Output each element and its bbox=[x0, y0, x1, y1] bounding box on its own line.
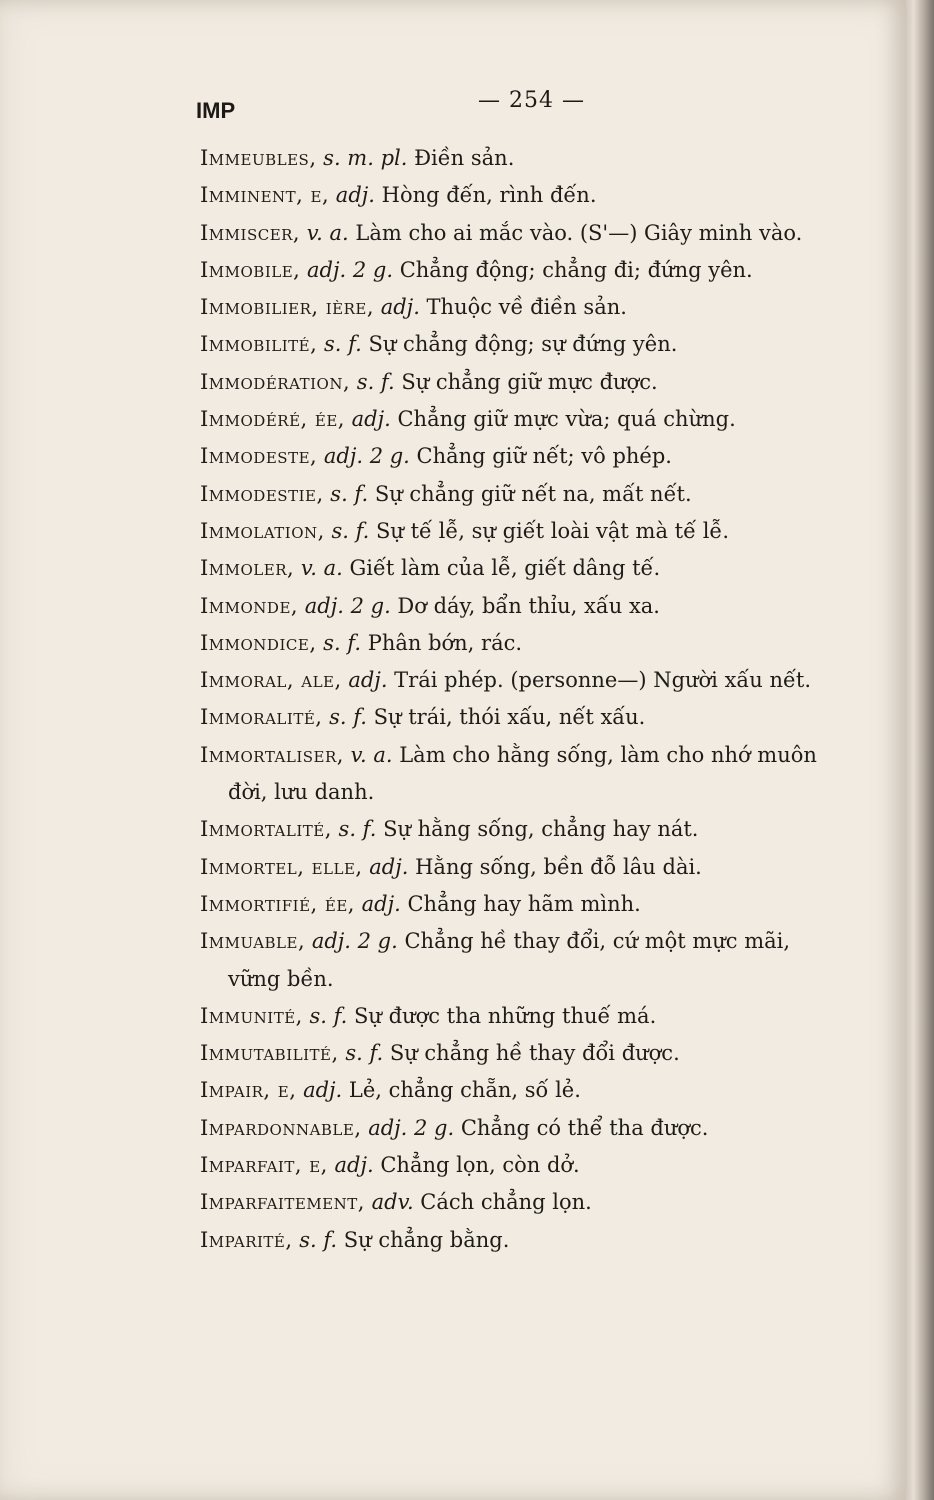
entry-definition: Sự chẳng động; sự đứng yên. bbox=[361, 332, 678, 357]
entry-grammar: adj. bbox=[341, 668, 388, 693]
entry-definition: Trái phép. (personne—) Người xấu nết. bbox=[387, 668, 812, 693]
dictionary-entries bbox=[200, 140, 880, 1259]
dictionary-entry bbox=[200, 252, 880, 289]
entry-headword: Immondice, bbox=[200, 630, 317, 655]
entry-definition: Phân bớn, rác. bbox=[361, 630, 523, 655]
entry-grammar: s. f. bbox=[292, 1227, 338, 1252]
entry-definition: Sự tế lễ, sự giết loài vật mà tế lễ. bbox=[369, 518, 730, 543]
entry-grammar: s. m. pl. bbox=[316, 146, 408, 170]
entry-definition: Hòng đến, rình đến. bbox=[374, 183, 597, 208]
entry-headword: Immolation, bbox=[200, 518, 325, 543]
entry-headword: Immortifié, ée, bbox=[200, 891, 355, 916]
entry-headword: Immiscer, bbox=[200, 220, 301, 245]
entry-grammar: adv. bbox=[364, 1190, 414, 1215]
entry-definition: Sự hằng sống, chẳng hay nát. bbox=[376, 817, 699, 842]
entry-headword: Immobile, bbox=[200, 257, 301, 282]
entry-grammar: s. f. bbox=[323, 481, 369, 506]
entry-grammar: s. f. bbox=[302, 1003, 348, 1028]
entry-headword: Immuable, bbox=[200, 929, 306, 954]
entry-grammar: adj. bbox=[344, 407, 391, 432]
entry-grammar: v. a. bbox=[300, 220, 349, 245]
entry-definition: Chẳng hề thay đổi, cứ một mực mãi, bbox=[397, 929, 791, 954]
entry-headword: Immutabilité, bbox=[200, 1041, 339, 1066]
dictionary-entry bbox=[200, 215, 880, 252]
entry-grammar: adj. bbox=[354, 891, 401, 916]
entry-definition: Sự được tha những thuế má. bbox=[347, 1003, 657, 1028]
entry-grammar: v. a. bbox=[294, 556, 343, 581]
entry-headword: Immoral, ale, bbox=[200, 668, 342, 693]
entry-definition: Giết làm của lễ, giết dâng tế. bbox=[342, 556, 661, 581]
entry-headword: Immodeste, bbox=[200, 444, 318, 469]
entry-definition: Sự chẳng giữ nết na, mất nết. bbox=[368, 481, 692, 506]
book-edge bbox=[905, 0, 934, 1500]
dictionary-entry bbox=[200, 476, 880, 513]
entry-grammar: s. f. bbox=[316, 630, 362, 655]
dictionary-entry bbox=[200, 1222, 880, 1259]
entry-headword: Immobilier, ière, bbox=[200, 295, 375, 320]
entry-grammar: adj. 2 g. bbox=[361, 1115, 455, 1140]
dictionary-entry bbox=[200, 1184, 880, 1221]
dictionary-entry bbox=[200, 140, 880, 177]
entry-headword: Imparité, bbox=[200, 1227, 293, 1252]
dictionary-entry bbox=[200, 289, 880, 326]
entry-definition: Chẳng động; chẳng đi; đứng yên. bbox=[393, 257, 753, 282]
entry-grammar: adj. bbox=[296, 1078, 343, 1103]
entry-grammar: s. f. bbox=[317, 332, 362, 357]
entry-headword: Immunité, bbox=[200, 1003, 303, 1028]
entry-headword: Immortaliser, bbox=[200, 742, 344, 767]
entry-grammar: adj. bbox=[327, 1153, 374, 1178]
entry-definition: Cách chẳng lọn. bbox=[413, 1190, 592, 1215]
entry-headword: Immodération, bbox=[200, 369, 351, 394]
entry-headword: Impair, e, bbox=[200, 1078, 297, 1103]
dictionary-entry bbox=[200, 811, 880, 848]
entry-headword: Imminent, e, bbox=[200, 183, 330, 208]
entry-headword: Immortalité, bbox=[200, 817, 332, 842]
dictionary-entry bbox=[200, 998, 880, 1035]
dictionary-entry bbox=[200, 662, 880, 699]
entry-headword: Immoler, bbox=[200, 556, 295, 581]
entry-definition: Chẳng lọn, còn dở. bbox=[373, 1153, 580, 1178]
entry-definition: Chẳng giữ mực vừa; quá chừng. bbox=[390, 407, 736, 432]
entry-continuation: vững bền. bbox=[228, 966, 334, 991]
entry-headword: Immodestie, bbox=[200, 481, 324, 506]
entry-definition: Hằng sống, bền đỗ lâu dài. bbox=[408, 854, 702, 879]
entry-definition: Sự chẳng bằng. bbox=[337, 1227, 510, 1252]
entry-grammar: adj. 2 g. bbox=[298, 593, 391, 618]
entry-grammar: adj. 2 g. bbox=[317, 444, 410, 469]
dictionary-entry bbox=[200, 326, 880, 363]
entry-headword: Immodéré, ée, bbox=[200, 407, 345, 432]
dictionary-entry bbox=[200, 886, 880, 923]
entry-definition: Chẳng có thể tha được. bbox=[454, 1115, 709, 1140]
dictionary-entry bbox=[200, 923, 880, 960]
dictionary-entry bbox=[200, 1147, 880, 1184]
entry-definition: Sự trái, thói xấu, nết xấu. bbox=[366, 705, 646, 730]
entry-headword: Impardonnable, bbox=[200, 1115, 362, 1140]
entry-definition: Điền sản. bbox=[407, 146, 515, 170]
entry-grammar: s. f. bbox=[338, 1041, 384, 1066]
entry-grammar: adj. bbox=[374, 295, 420, 320]
entry-grammar: s. f. bbox=[331, 817, 377, 842]
entry-grammar: v. a. bbox=[343, 742, 393, 767]
entry-definition: Sự chẳng giữ mực được. bbox=[394, 369, 658, 394]
entry-grammar: adj. bbox=[329, 183, 375, 208]
entry-definition: Dơ dáy, bẩn thỉu, xấu xa. bbox=[390, 593, 660, 618]
entry-grammar: adj. 2 g. bbox=[300, 257, 394, 282]
dictionary-entry bbox=[200, 438, 880, 475]
entry-grammar: adj. 2 g. bbox=[305, 929, 398, 954]
dictionary-entry bbox=[200, 364, 880, 401]
dictionary-entry bbox=[200, 401, 880, 438]
page-header bbox=[0, 86, 905, 126]
entry-headword: Imparfaitement, bbox=[200, 1190, 365, 1215]
entry-headword: Imparfait, e, bbox=[200, 1153, 328, 1178]
entry-grammar: s. f. bbox=[324, 518, 370, 543]
dictionary-entry bbox=[200, 1035, 880, 1072]
entry-definition: Thuộc về điền sản. bbox=[419, 295, 627, 320]
entry-definition: Chẳng giữ nết; vô phép. bbox=[409, 444, 672, 469]
entry-headword: Immonde, bbox=[200, 593, 299, 618]
dictionary-entry bbox=[200, 1110, 880, 1147]
entry-definition: Làm cho hằng sống, làm cho nhớ muôn bbox=[392, 742, 817, 767]
dictionary-entry bbox=[200, 513, 880, 550]
entry-grammar: s. f. bbox=[350, 369, 395, 394]
running-head: IMP bbox=[196, 98, 236, 123]
entry-headword: Immobilité, bbox=[200, 332, 318, 357]
entry-headword: Immortel, elle, bbox=[200, 854, 363, 879]
entry-grammar: s. f. bbox=[322, 705, 367, 730]
entry-headword: Immeubles, bbox=[200, 146, 317, 170]
entry-definition: Lẻ, chẳng chẵn, số lẻ. bbox=[342, 1078, 581, 1103]
entry-definition: Làm cho ai mắc vào. (S'—) Giây minh vào. bbox=[348, 220, 803, 245]
dictionary-entry bbox=[200, 177, 880, 214]
entry-definition: Sự chẳng hề thay đổi được. bbox=[383, 1041, 680, 1066]
dictionary-entry bbox=[200, 737, 880, 774]
dictionary-entry bbox=[200, 625, 880, 662]
dictionary-entry bbox=[200, 699, 880, 736]
dictionary-entry bbox=[200, 588, 880, 625]
page-number: — 254 — bbox=[478, 88, 585, 113]
entry-grammar: adj. bbox=[362, 854, 409, 879]
entry-continuation: đời, lưu danh. bbox=[228, 780, 375, 805]
dictionary-entry bbox=[200, 550, 880, 587]
dictionary-entry bbox=[200, 1072, 880, 1109]
entry-definition: Chẳng hay hãm mình. bbox=[400, 891, 641, 916]
entry-headword: Immoralité, bbox=[200, 705, 323, 730]
dictionary-entry bbox=[200, 849, 880, 886]
